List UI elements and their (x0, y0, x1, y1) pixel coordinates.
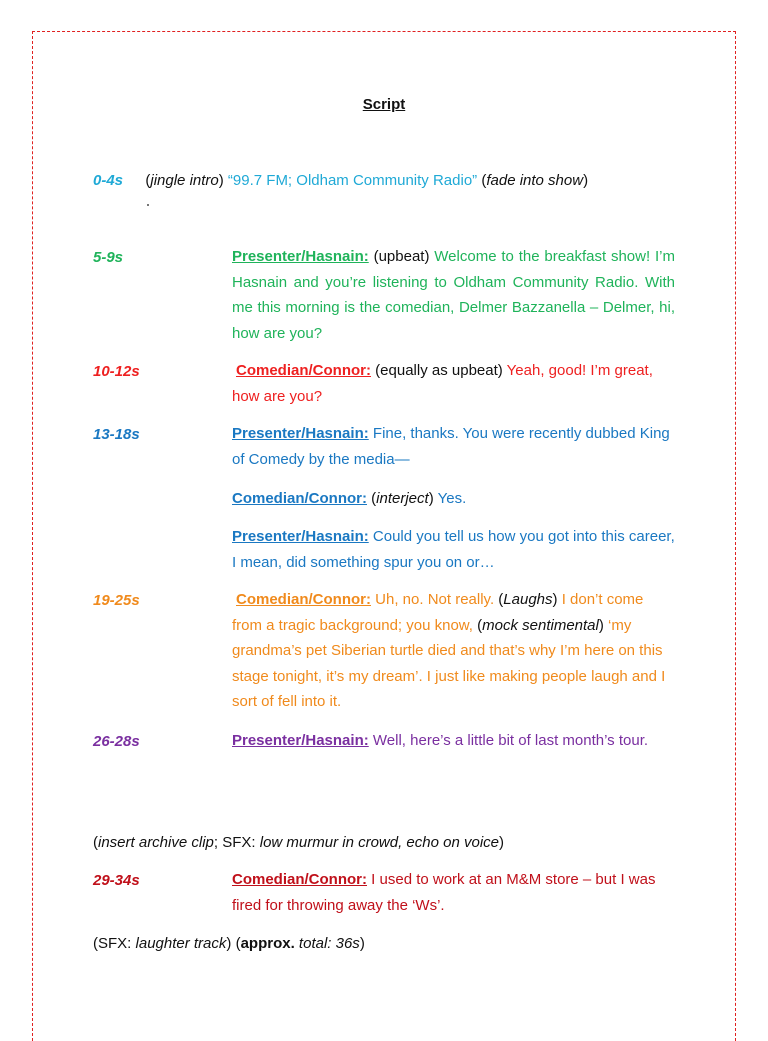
entry-19-25s (232, 587, 675, 715)
paren: ) (598, 616, 604, 634)
dialogue-text: Yes. (437, 490, 467, 507)
dialogue-text: Welcome to the breakfast show! I’m Hasnain and you’re listening to Oldham Community Radio. With me this morning is the comedian, Delmer Bazzanella – Delmer, hi, how are you? (232, 248, 675, 342)
paren: ) (359, 935, 365, 952)
intro-line (93, 172, 588, 189)
total-duration: total: 36s (294, 935, 360, 952)
dialogue-text: Well, here’s a little bit of last month’s tour. (372, 732, 649, 749)
dialogue-text: Could you tell us how you got into this career, I mean, did something spur you on or… (232, 528, 675, 571)
time-29-34s: 29-34s (93, 872, 140, 889)
dialogue-text: I used to work at an M&M store – but I was fired for throwing away the ‘Ws’. (232, 871, 656, 914)
approx-label: approx. (240, 935, 295, 952)
speaker-label: Comedian/Connor: (236, 591, 371, 608)
intro-direction: jingle intro (150, 172, 219, 189)
time-13-18s: 13-18s (93, 426, 140, 443)
paren: ( (93, 834, 98, 851)
intro-paren: ) (218, 172, 228, 189)
sfx-direction: low murmur in crowd, echo on voice (259, 834, 499, 851)
speaker-label: Presenter/Hasnain: (232, 732, 369, 749)
stray-dot (147, 204, 149, 206)
paren: ) (552, 591, 558, 608)
intro-station-name: “99.7 FM; Oldham Community Radio” (227, 172, 478, 189)
dialogue-text: Yeah, good! I’m great, how are you? (232, 362, 653, 405)
entry-26-28s (232, 728, 675, 754)
dialogue-text: ‘my grandma’s pet Siberian turtle died and that’s why I’m here on this stage tonight, it’s my dream’. I just like making people laugh and I sort of fell into it. (232, 616, 666, 710)
archive-clip-note (93, 834, 504, 851)
paren: ( (498, 591, 504, 608)
time-5-9s: 5-9s (93, 249, 124, 266)
paren: ) ( (226, 935, 241, 952)
intro-paren: ( (145, 172, 151, 189)
speaker-label: Presenter/Hasnain: (232, 248, 369, 265)
time-10-12s: 10-12s (93, 363, 140, 380)
intro-time: 0-4s (93, 172, 124, 189)
dialogue-text: I don’t come from a tragic background; you know, (232, 591, 644, 634)
speaker-label: Comedian/Connor: (232, 490, 367, 507)
entry-13-18s-interject (232, 486, 675, 512)
intro-paren: ) (583, 172, 589, 189)
sfx-label: (SFX: (93, 935, 136, 952)
paren: ( (371, 490, 377, 507)
stage-direction: (upbeat) (373, 248, 430, 265)
intro-paren: ( (477, 172, 487, 189)
dialogue-text: Fine, thanks. You were recently dubbed King of Comedy by the media— (232, 425, 670, 468)
paren: ) (428, 490, 434, 507)
stage-direction: interject (376, 490, 429, 507)
sfx-direction: laughter track (135, 935, 227, 952)
archive-direction: insert archive clip (98, 834, 214, 851)
paren: ) (499, 834, 504, 851)
speaker-label: Presenter/Hasnain: (232, 425, 369, 442)
sfx-label: ; SFX: (213, 834, 260, 851)
speaker-label: Presenter/Hasnain: (232, 528, 369, 545)
time-19-25s: 19-25s (93, 592, 140, 609)
script-title: Script (362, 96, 406, 113)
entry-5-9s (232, 244, 675, 346)
stage-direction: Laughs (503, 591, 553, 608)
outro-note (93, 935, 365, 952)
stage-direction: (equally as upbeat) (375, 362, 503, 379)
dialogue-text: Uh, no. Not really. (375, 591, 495, 608)
paren: ( (477, 616, 483, 634)
entry-10-12s (232, 358, 675, 409)
entry-29-34s (232, 867, 675, 918)
entry-13-18s-question (232, 524, 675, 575)
stage-direction: mock sentimental (482, 616, 599, 634)
time-26-28s: 26-28s (93, 733, 140, 750)
entry-13-18s (232, 421, 675, 472)
speaker-label: Comedian/Connor: (232, 871, 367, 888)
speaker-label: Comedian/Connor: (236, 362, 371, 379)
intro-direction-2: fade into show (486, 172, 584, 189)
